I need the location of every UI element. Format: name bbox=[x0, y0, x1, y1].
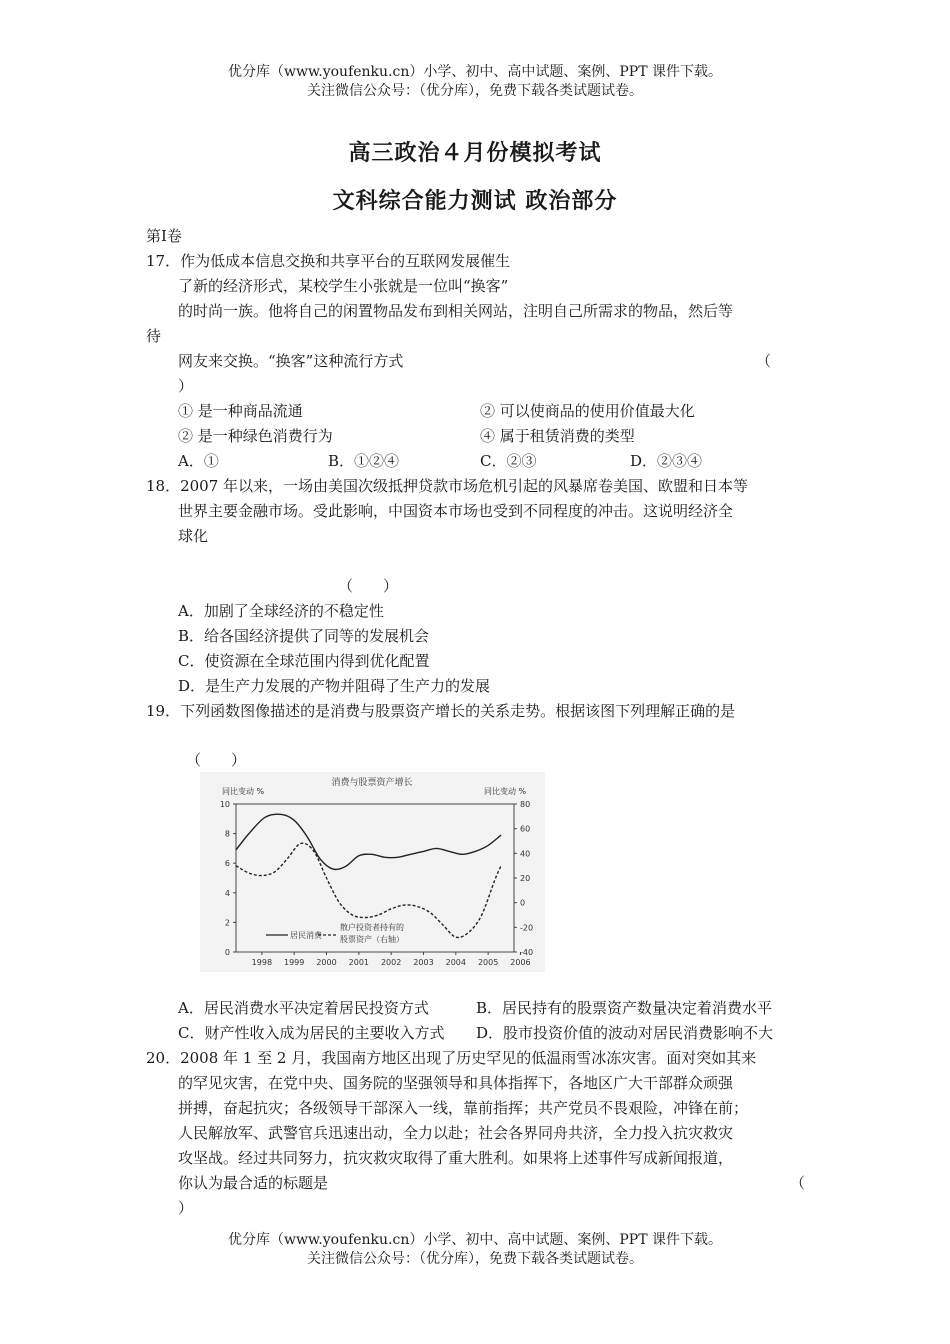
q19-choice-c: C．财产性收入成为居民的主要收入方式 bbox=[178, 1024, 445, 1042]
chart-left-axis-label: 同比变动 % bbox=[222, 787, 265, 796]
q20-line-4: 人民解放军、武警官兵迅速出动，全力以赴；社会各界同舟共济，全力投入抗灾救灾 bbox=[178, 1124, 734, 1142]
right-tick-label: 40 bbox=[520, 849, 531, 859]
q17-choice-b: B．①②④ bbox=[328, 452, 400, 470]
q18-line-2: 世界主要金融市场。受此影响，中国资本市场也受到不同程度的冲击。这说明经济全 bbox=[178, 502, 734, 520]
q17-line-4: 待 bbox=[146, 327, 162, 345]
q19-answer-paren: （ ） bbox=[186, 751, 247, 769]
q17-statement-4: ④ 属于租赁消费的类型 bbox=[480, 427, 635, 445]
q17-line-3: 的时尚一族。他将自己的闲置物品发布到相关网站，注明自己所需求的物品，然后等 bbox=[178, 302, 734, 320]
x-tick-label: 2006 bbox=[510, 958, 531, 967]
right-tick-label: -20 bbox=[520, 923, 534, 933]
footer-line-1: 优分库（www.youfenku.cn）小学、初中、高中试题、案例、PPT 课件下载。 bbox=[227, 1232, 722, 1248]
left-tick-label: 2 bbox=[224, 918, 230, 928]
q17-paren-close: ） bbox=[178, 377, 194, 395]
main-title: 高三政治４月份模拟考试 bbox=[348, 140, 602, 166]
chart-title: 消费与股票资产增长 bbox=[331, 778, 413, 788]
footer-line-2: 关注微信公众号：（优分库），免费下载各类试题试卷。 bbox=[307, 1251, 643, 1267]
x-tick-label: 1999 bbox=[284, 958, 305, 967]
q17-statement-1: ① 是一种商品流通 bbox=[178, 402, 303, 420]
x-tick-label: 2004 bbox=[445, 958, 466, 967]
legend-series-2-line-2: 股票资产（右轴） bbox=[340, 935, 404, 944]
q19-choice-a: A．居民消费水平决定着居民投资方式 bbox=[178, 999, 429, 1017]
x-tick-label: 2002 bbox=[380, 958, 402, 967]
q18-choice-a: A．加剧了全球经济的不稳定性 bbox=[178, 602, 384, 620]
q17-choice-c: C．②③ bbox=[480, 452, 537, 470]
q18-choice-b: B．给各国经济提供了同等的发展机会 bbox=[178, 627, 430, 645]
legend-series-2-line-1: 散户投资者持有的 bbox=[340, 923, 404, 932]
q18-answer-paren: （ ） bbox=[338, 577, 399, 595]
header-line-2: 关注微信公众号：（优分库），免费下载各类试题试卷。 bbox=[307, 83, 643, 99]
sub-title: 文科综合能力测试 政治部分 bbox=[332, 188, 618, 214]
q19-choice-b: B．居民持有的股票资产数量决定着消费水平 bbox=[476, 999, 773, 1017]
q17-choice-a: A．① bbox=[178, 452, 219, 470]
right-tick-label: 80 bbox=[520, 800, 531, 809]
q20-line-3: 拼搏，奋起抗灾；各级领导干部深入一线，靠前指挥；共产党员不畏艰险，冲锋在前； bbox=[178, 1099, 749, 1117]
left-tick-label: 0 bbox=[224, 948, 230, 957]
left-tick-label: 6 bbox=[224, 859, 230, 869]
q19-choice-d: D．股市投资价值的波动对居民消费影响不大 bbox=[476, 1024, 774, 1042]
q18-line-3: 球化 bbox=[178, 527, 209, 545]
q17-line-2: 了新的经济形式，某校学生小张就是一位叫“换客” bbox=[178, 277, 509, 295]
q17-statement-2: ② 可以使商品的使用价值最大化 bbox=[480, 402, 695, 420]
right-tick-label: -40 bbox=[520, 948, 534, 957]
q18-choice-c: C．使资源在全球范围内得到优化配置 bbox=[178, 652, 430, 670]
x-tick-label: 2001 bbox=[348, 958, 370, 967]
chart-right-axis-label: 同比变动 % bbox=[484, 787, 527, 796]
q18-line-1: 18．2007 年以来，一场由美国次级抵押贷款市场危机引起的风暴席卷美国、欧盟和日本等 bbox=[146, 477, 749, 495]
left-tick-label: 4 bbox=[224, 888, 230, 898]
q20-paren-open: （ bbox=[790, 1174, 806, 1192]
x-tick-label: 2000 bbox=[316, 958, 337, 967]
right-tick-label: 60 bbox=[520, 824, 531, 834]
x-tick-label: 1998 bbox=[251, 958, 273, 967]
section-label: 第Ⅰ卷 bbox=[146, 227, 182, 245]
q19-line-1: 19．下列函数图像描述的是消费与股票资产增长的关系走势。根据该图下列理解正确的是 bbox=[146, 702, 736, 720]
q20-line-5: 攻坚战。经过共同努力，抗灾救灾取得了重大胜利。如果将上述事件写成新闻报道， bbox=[178, 1149, 734, 1167]
q20-line-1: 20．2008 年 1 至 2 月，我国南方地区出现了历史罕见的低温雨雪冰冻灾害。面对突如其来 bbox=[146, 1049, 757, 1067]
right-tick-label: 0 bbox=[520, 898, 526, 908]
q18-choice-d: D．是生产力发展的产物并阻碍了生产力的发展 bbox=[178, 677, 491, 695]
legend-series-1: 居民消费 bbox=[290, 931, 322, 940]
q20-line-2: 的罕见灾害，在党中央、国务院的坚强领导和具体指挥下，各地区广大干部群众顽强 bbox=[178, 1074, 734, 1092]
q20-paren-close: ） bbox=[178, 1199, 194, 1217]
q20-line-6: 你认为最合适的标题是 bbox=[178, 1174, 329, 1192]
q17-statement-3: ② 是一种绿色消费行为 bbox=[178, 427, 333, 445]
q17-line-5: 网友来交换。“换客”这种流行方式 bbox=[178, 352, 404, 370]
header-line-1: 优分库（www.youfenku.cn）小学、初中、高中试题、案例、PPT 课件下载。 bbox=[227, 64, 722, 80]
right-tick-label: 20 bbox=[520, 874, 531, 883]
q17-choice-d: D．②③④ bbox=[630, 452, 703, 470]
consumption-stock-chart bbox=[200, 772, 545, 972]
q17-line-1: 17．作为低成本信息交换和共享平台的互联网发展催生 bbox=[146, 252, 511, 270]
left-tick-label: 10 bbox=[219, 800, 230, 809]
q17-paren-open: （ bbox=[756, 352, 772, 370]
left-tick-label: 8 bbox=[224, 829, 230, 839]
x-tick-label: 2005 bbox=[477, 958, 499, 967]
x-tick-label: 2003 bbox=[413, 958, 434, 967]
